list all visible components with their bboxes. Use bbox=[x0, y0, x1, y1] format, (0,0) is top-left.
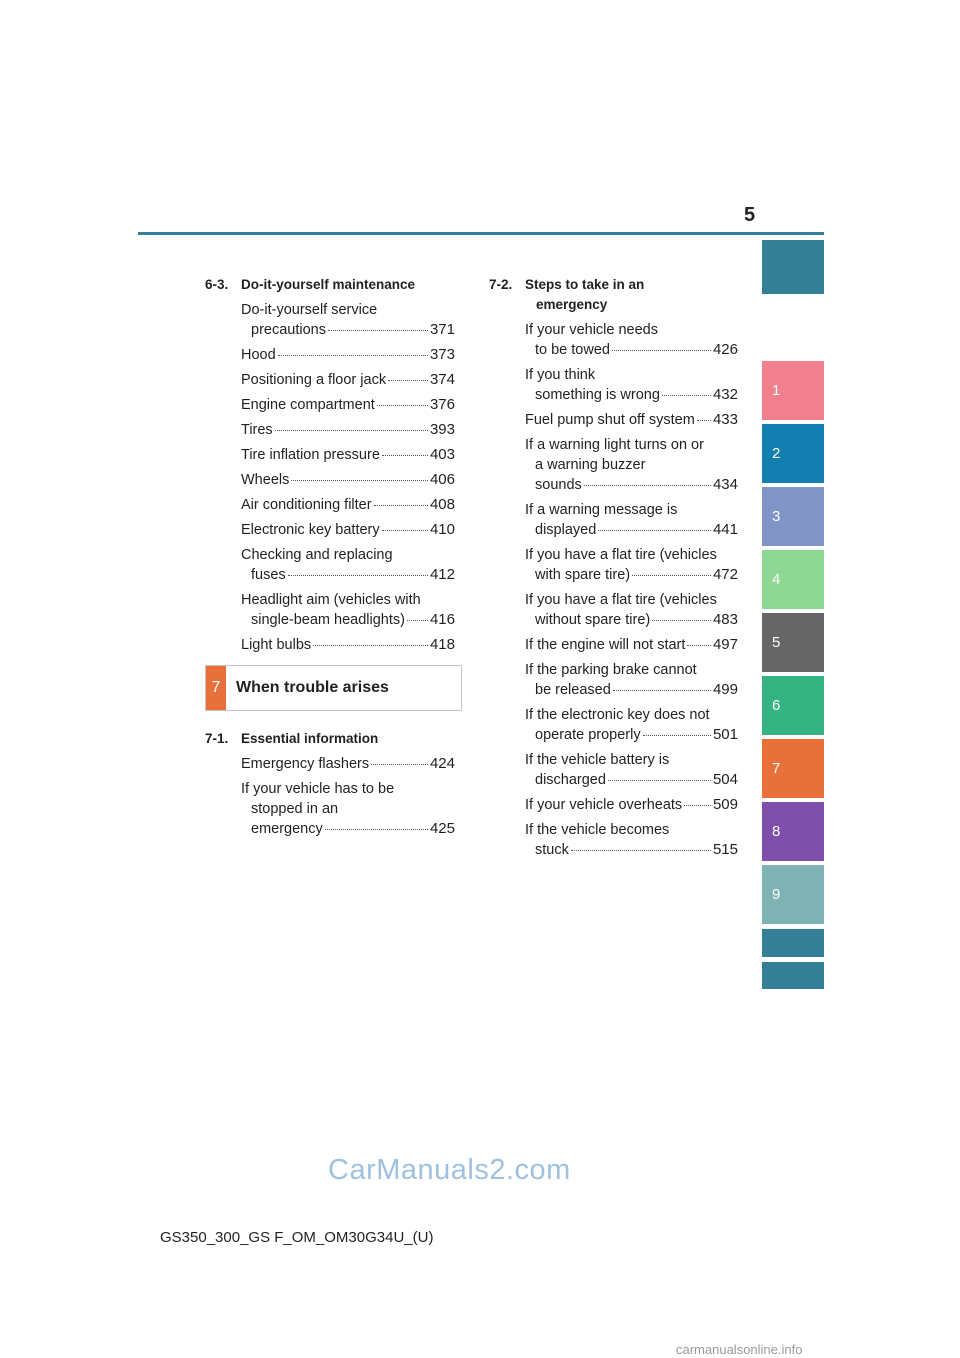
section-number: 7-1. bbox=[205, 731, 229, 746]
toc-entry-text: Electronic key battery bbox=[241, 522, 380, 538]
chapter-tab-2[interactable]: 2 bbox=[762, 424, 824, 483]
toc-entry[interactable] bbox=[241, 470, 455, 490]
side-tab-blank[interactable] bbox=[762, 929, 824, 957]
dot-leader bbox=[632, 574, 711, 576]
dot-leader bbox=[652, 619, 711, 621]
toc-entry[interactable] bbox=[241, 395, 455, 415]
toc-entry-text: stuck bbox=[535, 842, 569, 858]
toc-entry[interactable] bbox=[525, 410, 738, 430]
toc-page-number[interactable]: 408 bbox=[429, 496, 455, 513]
toc-page-number[interactable]: 393 bbox=[429, 421, 455, 438]
toc-entry[interactable] bbox=[525, 660, 738, 700]
toc-entry[interactable] bbox=[525, 750, 738, 790]
dot-leader bbox=[278, 354, 428, 356]
dot-leader bbox=[377, 404, 428, 406]
toc-page-number[interactable]: 410 bbox=[429, 521, 455, 538]
side-tab-blank[interactable] bbox=[762, 240, 824, 294]
toc-entry[interactable] bbox=[241, 545, 455, 585]
toc-entry-text: displayed bbox=[535, 522, 597, 538]
dot-leader bbox=[382, 454, 428, 456]
toc-entry[interactable] bbox=[525, 820, 738, 860]
section-title-line: Steps to take in an bbox=[525, 277, 645, 292]
chapter-tab-9[interactable]: 9 bbox=[762, 865, 824, 924]
toc-page-number[interactable]: 376 bbox=[429, 396, 455, 413]
chapter-heading[interactable] bbox=[205, 665, 462, 711]
toc-entry-text: If the engine will not start bbox=[525, 637, 686, 653]
toc-entry-line: If your vehicle needs bbox=[525, 322, 658, 338]
dot-leader bbox=[371, 763, 428, 765]
toc-entry[interactable] bbox=[241, 300, 455, 340]
toc-entry-line: If your vehicle has to be bbox=[241, 781, 395, 797]
section-number: 6-3. bbox=[205, 277, 229, 292]
toc-entry[interactable] bbox=[525, 320, 738, 360]
toc-entry-line: If the vehicle becomes bbox=[525, 822, 670, 838]
toc-page-number[interactable]: 412 bbox=[429, 566, 455, 583]
section-title: Essential information bbox=[241, 731, 379, 746]
toc-page-number[interactable]: 509 bbox=[712, 796, 738, 813]
toc-entry[interactable] bbox=[525, 365, 738, 405]
dot-leader bbox=[643, 734, 711, 736]
toc-entry-line: If the vehicle battery is bbox=[525, 752, 670, 768]
toc-entry[interactable] bbox=[525, 545, 738, 585]
dot-leader bbox=[328, 329, 428, 331]
toc-page-number[interactable]: 433 bbox=[712, 411, 738, 428]
chapter-title: When trouble arises bbox=[236, 679, 389, 696]
dot-leader bbox=[407, 619, 428, 621]
toc-entry-text: Fuel pump shut off system bbox=[525, 412, 695, 428]
chapter-tab-8[interactable]: 8 bbox=[762, 802, 824, 861]
toc-entry-text: something is wrong bbox=[535, 387, 660, 403]
dot-leader bbox=[687, 644, 711, 646]
toc-page-number[interactable]: 406 bbox=[429, 471, 455, 488]
section-heading bbox=[489, 275, 738, 315]
toc-entry-line: If you have a flat tire (vehicles bbox=[525, 592, 717, 608]
toc-entry[interactable] bbox=[525, 705, 738, 745]
toc-entry-text: operate properly bbox=[535, 727, 641, 743]
dot-leader bbox=[288, 574, 428, 576]
chapter-tab-1[interactable]: 1 bbox=[762, 361, 824, 420]
toc-entry-text: Wheels bbox=[241, 472, 290, 488]
section-title: Do-it-yourself maintenance bbox=[241, 277, 416, 292]
toc-entry[interactable] bbox=[525, 500, 738, 540]
dot-leader bbox=[613, 689, 711, 691]
toc-entry-line: Headlight aim (vehicles with bbox=[241, 592, 421, 608]
toc-entry-line: stopped in an bbox=[251, 801, 339, 817]
toc-entry-text: be released bbox=[535, 682, 611, 698]
toc-entry[interactable] bbox=[525, 590, 738, 630]
toc-page-number[interactable]: 483 bbox=[712, 611, 738, 628]
header-rule bbox=[138, 232, 824, 235]
toc-left-column-lower bbox=[205, 729, 455, 844]
dot-leader bbox=[608, 779, 711, 781]
watermark: CarManuals2.com bbox=[328, 1154, 571, 1186]
dot-leader bbox=[697, 419, 711, 421]
toc-entry-text: to be towed bbox=[535, 342, 610, 358]
toc-entry[interactable] bbox=[241, 590, 455, 630]
dot-leader bbox=[662, 394, 711, 396]
chapter-tab-5[interactable]: 5 bbox=[762, 613, 824, 672]
dot-leader bbox=[313, 644, 428, 646]
chapter-number: 7 bbox=[206, 666, 226, 710]
toc-entry[interactable] bbox=[241, 370, 455, 390]
toc-entry-text: fuses bbox=[251, 567, 286, 583]
dot-leader bbox=[584, 484, 711, 486]
toc-page-number[interactable]: 418 bbox=[429, 636, 455, 653]
toc-left-column bbox=[205, 275, 455, 660]
dot-leader bbox=[325, 828, 428, 830]
toc-page-number[interactable]: 472 bbox=[712, 566, 738, 583]
toc-page-number[interactable]: 373 bbox=[429, 346, 455, 363]
side-tab-blank[interactable] bbox=[762, 962, 824, 989]
dot-leader bbox=[374, 504, 428, 506]
toc-entry-text: sounds bbox=[535, 477, 582, 493]
toc-entry[interactable] bbox=[241, 520, 455, 540]
toc-page-number[interactable]: 403 bbox=[429, 446, 455, 463]
dot-leader bbox=[598, 529, 711, 531]
toc-entry-text: discharged bbox=[535, 772, 606, 788]
manual-code: GS350_300_GS F_OM_OM30G34U_(U) bbox=[160, 1229, 434, 1246]
toc-entry[interactable] bbox=[241, 495, 455, 515]
toc-entry-line: If the electronic key does not bbox=[525, 707, 710, 723]
chapter-tab-4[interactable]: 4 bbox=[762, 550, 824, 609]
toc-page-number[interactable]: 434 bbox=[712, 476, 738, 493]
toc-entry[interactable] bbox=[241, 754, 455, 774]
section-6-3 bbox=[205, 275, 455, 655]
toc-entry[interactable] bbox=[525, 435, 738, 495]
dot-leader bbox=[382, 529, 428, 531]
toc-entry-text: without spare tire) bbox=[535, 612, 651, 628]
toc-entry-text: Engine compartment bbox=[241, 397, 375, 413]
toc-entry-text: Air conditioning filter bbox=[241, 497, 372, 513]
toc-entry[interactable] bbox=[241, 779, 455, 839]
section-title bbox=[525, 275, 738, 315]
toc-entry-line: If the parking brake cannot bbox=[525, 662, 697, 678]
chapter-tab-3[interactable]: 3 bbox=[762, 487, 824, 546]
toc-entry-text: Emergency flashers bbox=[241, 756, 370, 772]
page-number: 5 bbox=[744, 204, 756, 226]
chapter-tab-7[interactable]: 7 bbox=[762, 739, 824, 798]
toc-entry-text: Tire inflation pressure bbox=[241, 447, 380, 463]
dot-leader bbox=[291, 479, 428, 481]
dot-leader bbox=[388, 379, 428, 381]
toc-page-number[interactable]: 426 bbox=[712, 341, 738, 358]
toc-entry-text: single-beam headlights) bbox=[251, 612, 405, 628]
toc-page-number[interactable]: 515 bbox=[712, 841, 738, 858]
toc-entry-text: with spare tire) bbox=[535, 567, 631, 583]
section-heading bbox=[205, 275, 455, 295]
dot-leader bbox=[571, 849, 711, 851]
toc-entry-text: Tires bbox=[241, 422, 273, 438]
toc-entry-text: Hood bbox=[241, 347, 276, 363]
section-number: 7-2. bbox=[489, 277, 513, 292]
toc-entry[interactable] bbox=[241, 345, 455, 365]
section-title-line: emergency bbox=[536, 297, 608, 312]
toc-page-number[interactable]: 432 bbox=[712, 386, 738, 403]
toc-page-number[interactable]: 374 bbox=[429, 371, 455, 388]
toc-entry[interactable] bbox=[241, 420, 455, 440]
dot-leader bbox=[684, 804, 711, 806]
toc-entry-line: If you think bbox=[525, 367, 596, 383]
toc-page-number[interactable]: 501 bbox=[712, 726, 738, 743]
section-heading bbox=[205, 729, 455, 749]
toc-entry-line: If a warning light turns on or bbox=[525, 437, 704, 453]
toc-entry-line: If you have a flat tire (vehicles bbox=[525, 547, 717, 563]
toc-page-number[interactable]: 425 bbox=[429, 820, 455, 837]
toc-right-column bbox=[489, 275, 738, 865]
toc-page-number[interactable]: 497 bbox=[712, 636, 738, 653]
dot-leader bbox=[612, 349, 711, 351]
chapter-tab-6[interactable]: 6 bbox=[762, 676, 824, 735]
toc-entry-text: precautions bbox=[251, 322, 326, 338]
toc-entry[interactable] bbox=[241, 445, 455, 465]
toc-page-number[interactable]: 499 bbox=[712, 681, 738, 698]
toc-page-number[interactable]: 504 bbox=[712, 771, 738, 788]
toc-entry-text: Positioning a floor jack bbox=[241, 372, 387, 388]
toc-page-number[interactable]: 371 bbox=[429, 321, 455, 338]
toc-page-number[interactable]: 441 bbox=[712, 521, 738, 538]
toc-entry-line: Checking and replacing bbox=[241, 547, 393, 563]
toc-entry-text: emergency bbox=[251, 821, 323, 837]
toc-entry-text: If your vehicle overheats bbox=[525, 797, 683, 813]
toc-entry-text: Light bulbs bbox=[241, 637, 312, 653]
toc-entry-line: Do-it-yourself service bbox=[241, 302, 378, 318]
dot-leader bbox=[275, 429, 428, 431]
site-watermark: carmanualsonline.info bbox=[676, 1342, 803, 1357]
toc-entry[interactable] bbox=[241, 635, 455, 655]
toc-entry[interactable] bbox=[525, 635, 738, 655]
toc-page-number[interactable]: 416 bbox=[429, 611, 455, 628]
toc-entry[interactable] bbox=[525, 795, 738, 815]
toc-entry-line: a warning buzzer bbox=[535, 457, 646, 473]
toc-entry-line: If a warning message is bbox=[525, 502, 678, 518]
toc-page-number[interactable]: 424 bbox=[429, 755, 455, 772]
